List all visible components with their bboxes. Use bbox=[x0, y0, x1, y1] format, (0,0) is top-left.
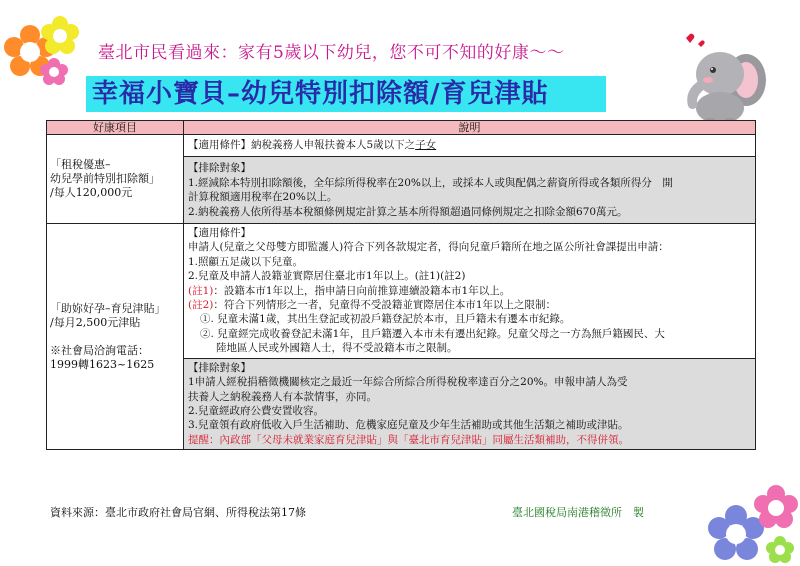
benefit-item-deduction bbox=[47, 135, 184, 224]
exclusion-line: 扶養人之納稅義務人有本款情事，亦同。 bbox=[188, 390, 377, 403]
exclusion-line: 2.納稅義務人依所得基本稅額條例規定計算之基本所得額超過同條例規定之扣除金額670萬元。 bbox=[188, 205, 628, 218]
table-row bbox=[47, 224, 756, 450]
elephant-illustration-icon bbox=[660, 24, 770, 128]
conditions-underlined-term: 子女 bbox=[415, 139, 437, 151]
item-text bbox=[50, 330, 180, 344]
conditions-label: 【適用條件】 bbox=[188, 139, 251, 151]
reminder-text: 提醒：內政部「父母未就業家庭育兒津貼」與「臺北市育兒津貼」同屬生活類補助，不得併領。 bbox=[188, 433, 629, 446]
exclusion-line: 3.兒童領有政府低收入戶生活補助、危機家庭兒童及少年生活補助或其他生活類之補助或津貼。 bbox=[188, 419, 629, 432]
exclusions-block bbox=[184, 156, 755, 223]
contact-phone: 1999轉1623~1625 bbox=[50, 357, 155, 371]
page-title: 幸福小寶貝–幼兒特別扣除額/育兒津貼 bbox=[92, 79, 549, 109]
exclusion-line: 計算稅額適用稅率在20%以上。 bbox=[188, 191, 338, 204]
item-text: /每人120,000元 bbox=[50, 186, 133, 200]
benefit-description-childcare bbox=[184, 224, 756, 450]
column-header-description: 說明 bbox=[184, 121, 756, 135]
column-header-item: 好康項目 bbox=[47, 121, 184, 135]
item-text: /每月2,500元津貼 bbox=[50, 315, 141, 329]
page-subtitle: 臺北市民看過來：家有5歲以下幼兒，您不可不知的好康～～ bbox=[98, 43, 565, 63]
condition-line: 1.照顧五足歲以下兒童。 bbox=[188, 255, 304, 268]
contact-label: ※社會局洽詢電話： bbox=[50, 343, 149, 357]
item-text: 幼兒學前特別扣除額」 bbox=[50, 172, 160, 186]
producer-credit: 臺北國稅局南港稽徵所 製 bbox=[512, 506, 644, 519]
conditions-text: 納稅義務人申報扶養本人5歲以下之 bbox=[251, 139, 416, 151]
exclusions-title: 【排除對象】 bbox=[188, 162, 251, 175]
exclusion-line: 2.兒童經政府公費安置收容。 bbox=[188, 404, 325, 417]
exclusion-line: 1申請人經稅捐稽徵機關核定之最近一年綜合所綜合所得稅稅率達百分之20%。申報申請人為受 bbox=[188, 376, 628, 389]
source-note: 資料來源：臺北市政府社會局官網、所得稅法第17條 bbox=[50, 506, 306, 519]
item-text: 「租稅優惠– bbox=[50, 158, 111, 172]
conditions-title: 【適用條件】 bbox=[188, 227, 251, 240]
benefits-table bbox=[46, 120, 756, 450]
note-2-text: ：符合下列情形之一者，兒童得不受設籍並實際居住本市1年以上之限制： bbox=[213, 299, 557, 312]
condition-line: 申請人(兒童之父母雙方即監護人)符合下列各款規定者，得向兒童戶籍所在地之區公所社會課提出申請： bbox=[188, 241, 669, 254]
flower-decoration-icon bbox=[0, 8, 86, 94]
flower-decoration-icon bbox=[706, 478, 800, 566]
benefit-item-childcare bbox=[47, 224, 184, 450]
table-header-row bbox=[47, 121, 756, 135]
conditions-block bbox=[184, 135, 755, 156]
note-1-label: (註1) bbox=[188, 284, 214, 297]
benefit-description-deduction bbox=[184, 135, 756, 224]
exclusions-title: 【排除對象】 bbox=[188, 361, 251, 374]
note-1-text: ：設籍本市1年以上，指申請日向前推算連續設籍本市1年以上。 bbox=[213, 284, 511, 297]
note-sub-line: ②. 兒童經完成收養登記未滿1年，且戶籍遷入本市未有遷出紀錄。兒童父母之一方為無戶籍國民、大 bbox=[200, 327, 665, 340]
note-sub-line: 陸地區人民或外國籍人士，得不受設籍本市之限制。 bbox=[216, 342, 458, 355]
note-2-label: (註2) bbox=[188, 299, 214, 312]
exclusions-block bbox=[184, 358, 755, 449]
table-row bbox=[47, 135, 756, 224]
item-text: 「助妳好孕–育兒津貼」 bbox=[50, 301, 166, 315]
title-banner bbox=[86, 76, 606, 112]
exclusion-line: 1.經減除本特別扣除額後，全年綜所得稅率在20%以上，或採本人或與配偶之薪資所得或各類所得分 開 bbox=[188, 176, 673, 189]
note-sub-line: ①. 兒童未滿1歲，其出生登記或初設戶籍登記於本市，且戶籍未有遷本市紀錄。 bbox=[200, 313, 571, 326]
condition-line: 2.兒童及申請人設籍並實際居住臺北市1年以上。(註1)(註2) bbox=[188, 270, 466, 283]
conditions-block bbox=[184, 224, 755, 358]
